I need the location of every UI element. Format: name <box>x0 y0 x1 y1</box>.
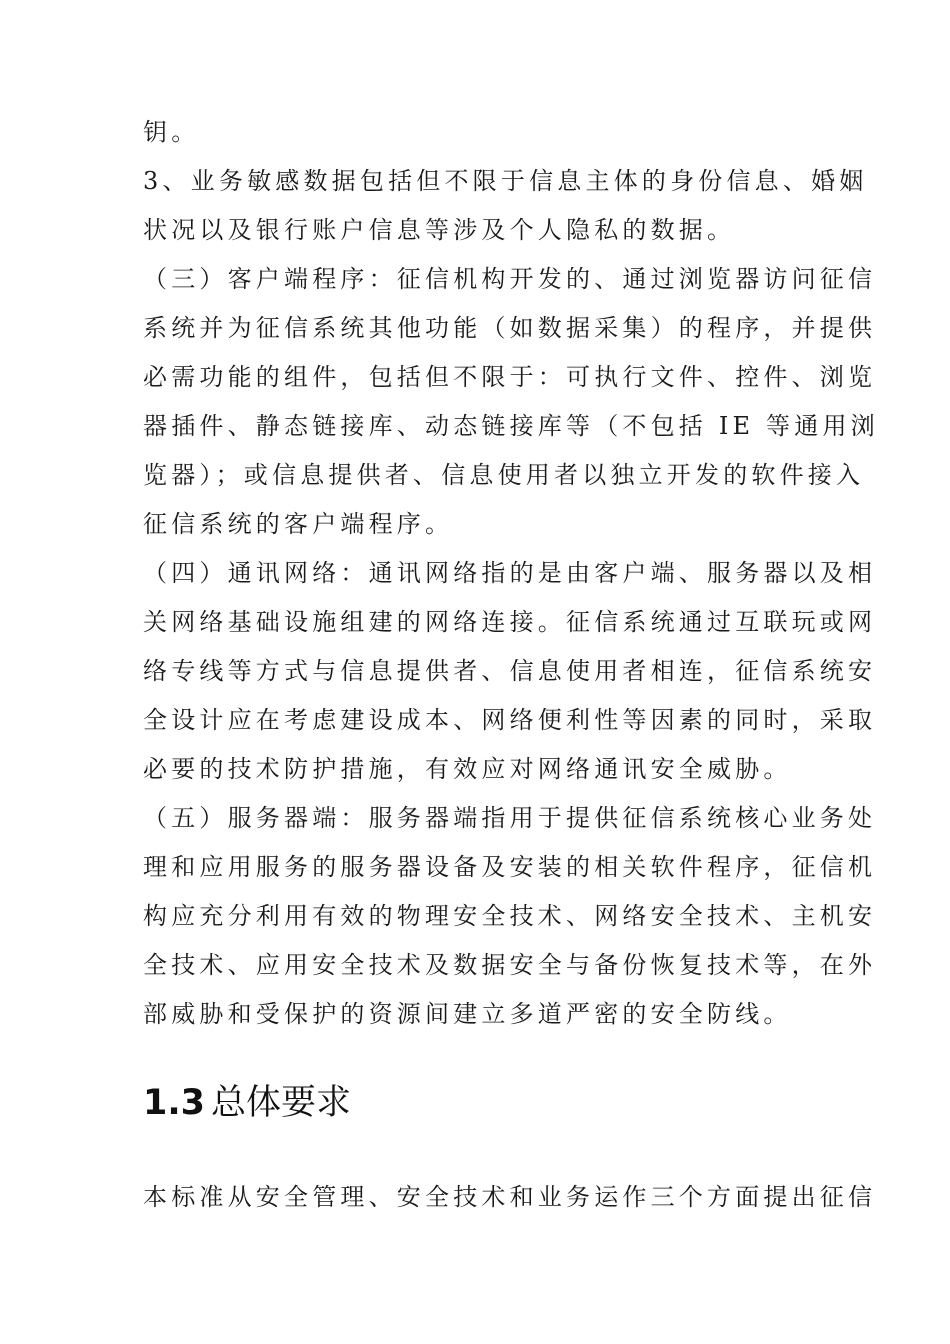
text-line: 览器）；或信息提供者、信息使用者以独立开发的软件接入 <box>143 461 865 489</box>
text-line: 络专线等方式与信息提供者、信息使用者相连，征信系统安 <box>143 657 877 685</box>
text-line: 全设计应在考虑建设成本、网络便利性等因素的同时，采取 <box>143 706 877 734</box>
text-line: 本标准从安全管理、安全技术和业务运作三个方面提出征信 <box>143 1183 877 1211</box>
text-line: 征信系统的客户端程序。 <box>143 510 454 538</box>
text-line: （四）通讯网络：通讯网络指的是由客户端、服务器以及相 <box>143 559 877 587</box>
body-text <box>143 108 879 1039</box>
text-line: 钥。 <box>143 118 200 146</box>
section-title: 总体要求 <box>211 1083 352 1123</box>
text-line: 理和应用服务的服务器设备及安装的相关软件程序，征信机 <box>143 853 877 881</box>
text-line: 构应充分利用有效的物理安全技术、网络安全技术、主机安 <box>143 902 877 930</box>
text-line: 关网络基础设施组建的网络连接。征信系统通过互联玩或网 <box>143 608 877 636</box>
text-line: 器插件、静态链接库、动态链接库等（不包括 IE 等通用浏 <box>143 412 879 440</box>
text-line: 状况以及银行账户信息等涉及个人隐私的数据。 <box>143 216 736 244</box>
text-line: （三）客户端程序：征信机构开发的、通过浏览器访问征信 <box>143 265 877 293</box>
section-heading <box>143 1080 351 1126</box>
text-line: 部威胁和受保护的资源间建立多道严密的安全防线。 <box>143 1000 792 1028</box>
text-line: 3、业务敏感数据包括但不限于信息主体的身份信息、婚姻 <box>143 167 868 195</box>
section-number: 1.3 <box>143 1083 206 1123</box>
text-line: 全技术、应用安全技术及数据安全与备份恢复技术等，在外 <box>143 951 877 979</box>
text-line: 必需功能的组件，包括但不限于：可执行文件、控件、浏览 <box>143 363 877 391</box>
text-line: 必要的技术防护措施，有效应对网络通讯安全威胁。 <box>143 755 792 783</box>
text-line: （五）服务器端：服务器端指用于提供征信系统核心业务处 <box>143 804 877 832</box>
text-line: 系统并为征信系统其他功能（如数据采集）的程序，并提供 <box>143 314 877 342</box>
